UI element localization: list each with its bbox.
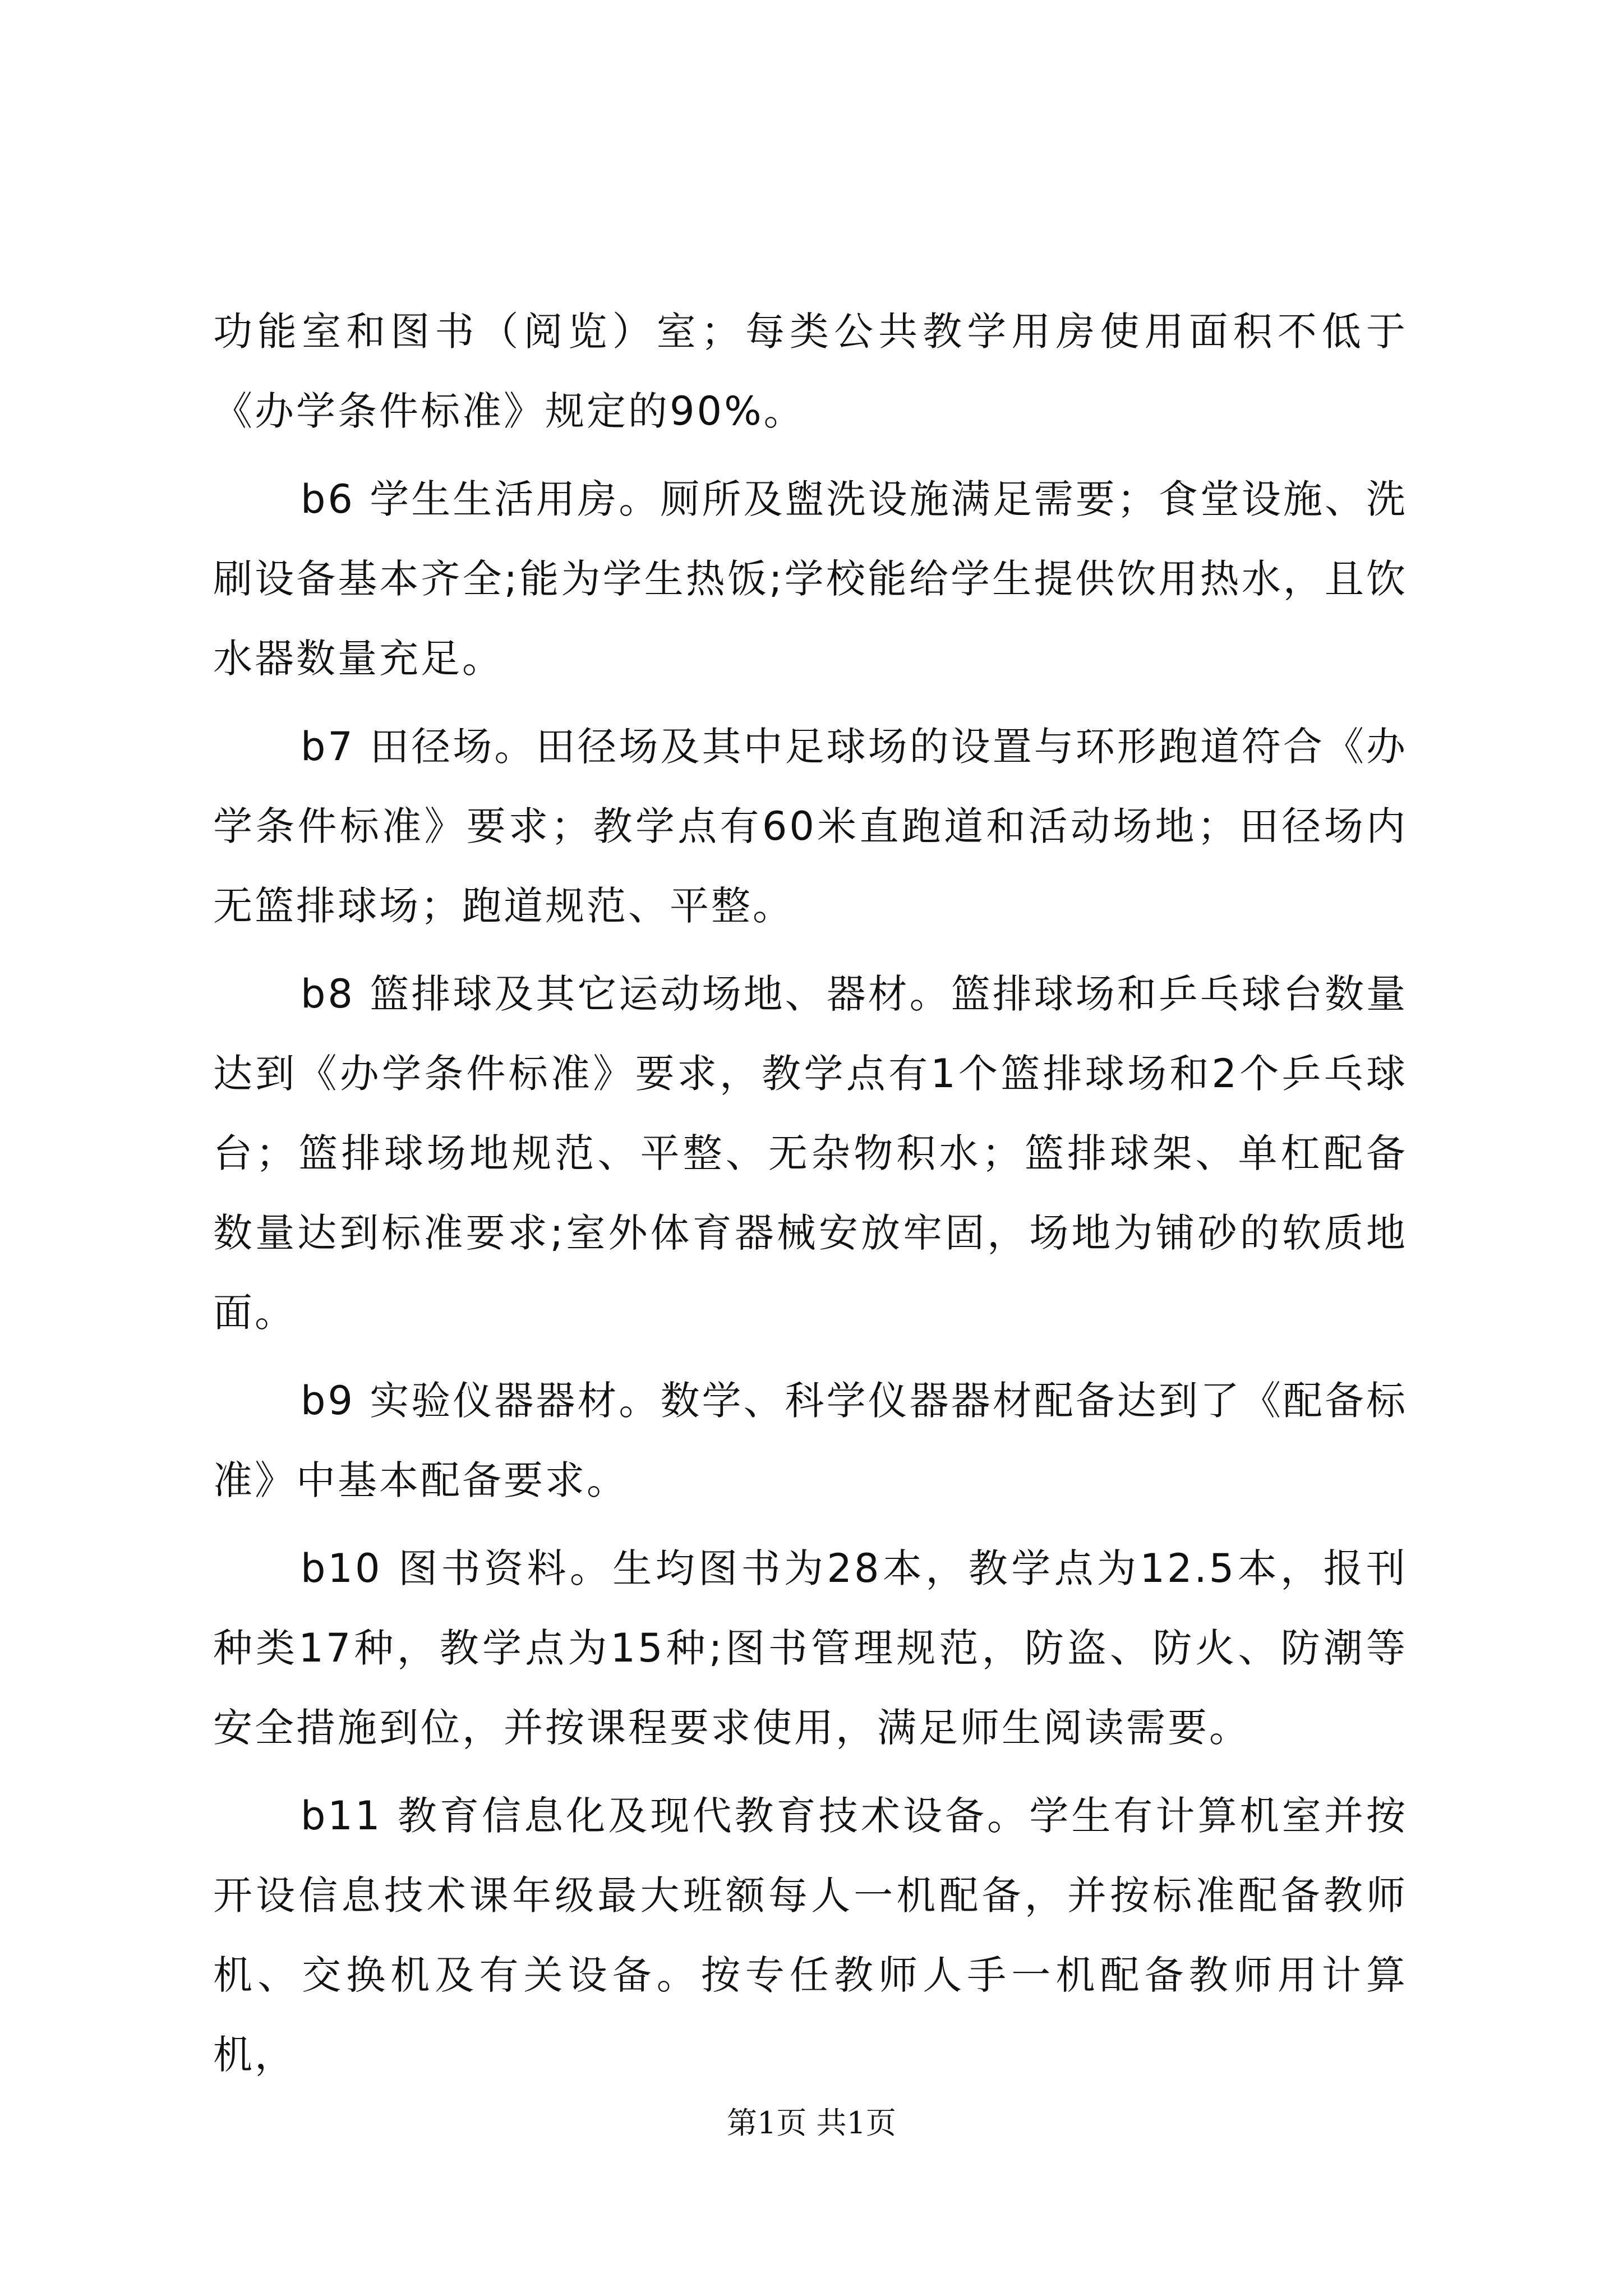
paragraph-b6: b6 学生生活用房。厕所及盥洗设施满足需要；食堂设施、洗刷设备基本齐全;能为学生热饭;学校能给学生提供饮用热水，且饮水器数量充足。 bbox=[213, 476, 1408, 682]
paragraph-b9: b9 实验仪器器材。数学、科学仪器器材配备达到了《配备标准》中基本配备要求。 bbox=[213, 1378, 1408, 1503]
paragraph-b8: b8 篮排球及其它运动场地、器材。篮排球场和乒乓球台数量达到《办学条件标准》要求，教学点有1个篮排球场和2个乒乓球台；篮排球场地规范、平整、无杂物积水；篮排球架、单杠配备数量达到标准要求;室外体育器械安放牢固，场地为铺砂的软质地面。 bbox=[213, 971, 1408, 1336]
paragraph-b10: b10 图书资料。生均图书为28本，教学点为12.5本，报刊种类17种，教学点为15种;图书管理规范，防盗、防火、防潮等安全措施到位，并按课程要求使用，满足师生阅读需要。 bbox=[213, 1545, 1408, 1751]
paragraph-b11: b11 教育信息化及现代教育技术设备。学生有计算机室并按开设信息技术课年级最大班额每人一机配备，并按标准配备教师机、交换机及有关设备。按专任教师人手一机配备教师用计算机， bbox=[213, 1793, 1408, 2078]
paragraph-b7: b7 田径场。田径场及其中足球场的设置与环形跑道符合《办学条件标准》要求；教学点有60米直跑道和活动场地；田径场内无篮排球场；跑道规范、平整。 bbox=[213, 724, 1408, 929]
paragraph-continuation: 功能室和图书（阅览）室；每类公共教学用房使用面积不低于《办学条件标准》规定的90%。 bbox=[213, 309, 1408, 434]
page-footer: 第1页 共1页 bbox=[727, 2105, 896, 2141]
document-body bbox=[213, 292, 1408, 2103]
